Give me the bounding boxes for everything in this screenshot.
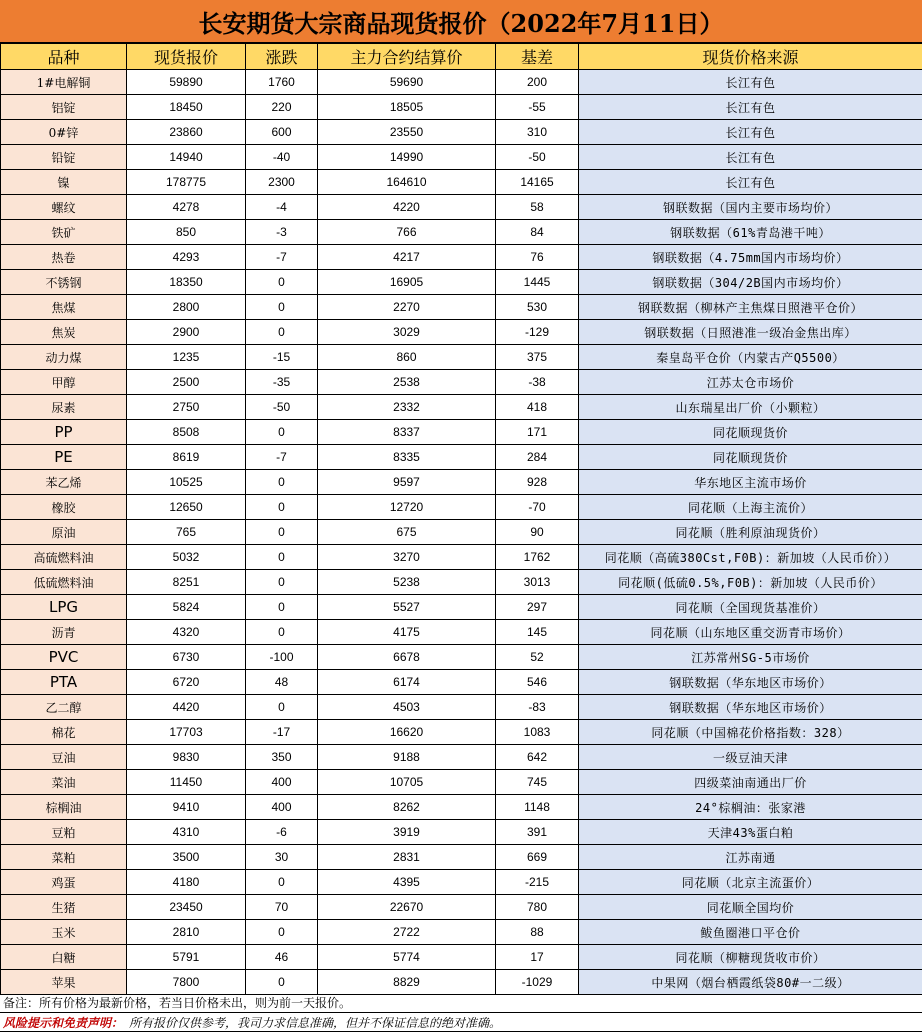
cell-basis: 1762: [496, 545, 579, 570]
cell-settle-price: 23550: [318, 120, 496, 145]
cell-price-source: 山东瑞星出厂价（小颗粒）: [579, 395, 922, 420]
cell-change: -17: [246, 720, 318, 745]
cell-settle-price: 9188: [318, 745, 496, 770]
cell-variety: 镍: [1, 170, 127, 195]
cell-price-source: 四级菜油南通出厂价: [579, 770, 922, 795]
cell-price-source: 一级豆油天津: [579, 745, 922, 770]
cell-variety: 豆粕: [1, 820, 127, 845]
cell-variety: 橡胶: [1, 495, 127, 520]
cell-spot-price: 2900: [127, 320, 246, 345]
cell-variety: 菜粕: [1, 845, 127, 870]
cell-settle-price: 18505: [318, 95, 496, 120]
cell-variety: 螺纹: [1, 195, 127, 220]
cell-basis: 17: [496, 945, 579, 970]
cell-change: 0: [246, 545, 318, 570]
cell-change: -4: [246, 195, 318, 220]
cell-change: -7: [246, 445, 318, 470]
cell-settle-price: 4395: [318, 870, 496, 895]
cell-settle-price: 4503: [318, 695, 496, 720]
cell-price-source: 同花顺(低硫0.5%,F0B)：新加坡（人民币价）: [579, 570, 922, 595]
cell-price-source: 天津43%蛋白粕: [579, 820, 922, 845]
cell-settle-price: 3029: [318, 320, 496, 345]
table-row: [1, 70, 922, 95]
cell-change: -3: [246, 220, 318, 245]
cell-price-source: 长江有色: [579, 170, 922, 195]
cell-settle-price: 5238: [318, 570, 496, 595]
cell-price-source: 钢联数据（304/2B国内市场均价）: [579, 270, 922, 295]
table-row: [1, 970, 922, 995]
cell-variety: 甲醇: [1, 370, 127, 395]
cell-settle-price: 8335: [318, 445, 496, 470]
cell-basis: 90: [496, 520, 579, 545]
header-price-source: 现货价格来源: [579, 44, 922, 70]
cell-settle-price: 3270: [318, 545, 496, 570]
cell-spot-price: 23860: [127, 120, 246, 145]
cell-change: 0: [246, 495, 318, 520]
cell-basis: -50: [496, 145, 579, 170]
cell-change: 0: [246, 620, 318, 645]
cell-change: 0: [246, 970, 318, 995]
cell-basis: 780: [496, 895, 579, 920]
cell-price-source: 钢联数据（华东地区市场价）: [579, 695, 922, 720]
cell-variety: 玉米: [1, 920, 127, 945]
table-row: [1, 520, 922, 545]
table-row: [1, 145, 922, 170]
header-basis: 基差: [496, 44, 579, 70]
cell-settle-price: 4175: [318, 620, 496, 645]
table-row: [1, 745, 922, 770]
table-row: [1, 370, 922, 395]
cell-basis: 310: [496, 120, 579, 145]
cell-basis: -55: [496, 95, 579, 120]
cell-settle-price: 22670: [318, 895, 496, 920]
cell-basis: -83: [496, 695, 579, 720]
table-row: [1, 420, 922, 445]
header-variety: 品种: [1, 44, 127, 70]
table-row: [1, 670, 922, 695]
table-row: [1, 345, 922, 370]
cell-variety: 焦炭: [1, 320, 127, 345]
cell-price-source: 鲅鱼圈港口平仓价: [579, 920, 922, 945]
cell-price-source: 钢联数据（华东地区市场价）: [579, 670, 922, 695]
table-row: [1, 645, 922, 670]
cell-variety: PE: [1, 445, 127, 470]
price-table: [0, 43, 922, 995]
cell-settle-price: 766: [318, 220, 496, 245]
cell-basis: 145: [496, 620, 579, 645]
cell-spot-price: 4420: [127, 695, 246, 720]
page-title: 长安期货大宗商品现货报价（2022年7月11日）: [0, 0, 922, 43]
cell-spot-price: 6730: [127, 645, 246, 670]
cell-price-source: 同花顺现货价: [579, 445, 922, 470]
cell-change: -7: [246, 245, 318, 270]
cell-settle-price: 14990: [318, 145, 496, 170]
cell-spot-price: 178775: [127, 170, 246, 195]
cell-basis: 284: [496, 445, 579, 470]
table-row: [1, 620, 922, 645]
table-row: [1, 595, 922, 620]
cell-spot-price: 8251: [127, 570, 246, 595]
cell-price-source: 钢联数据（国内主要市场均价）: [579, 195, 922, 220]
cell-price-source: 同花顺全国均价: [579, 895, 922, 920]
cell-variety: 苹果: [1, 970, 127, 995]
cell-price-source: 江苏太仓市场价: [579, 370, 922, 395]
cell-variety: 不锈钢: [1, 270, 127, 295]
cell-price-source: 钢联数据（4.75mm国内市场均价）: [579, 245, 922, 270]
cell-price-source: 同花顺（山东地区重交沥青市场价）: [579, 620, 922, 645]
risk-disclaimer: [0, 1013, 922, 1032]
cell-variety: 棉花: [1, 720, 127, 745]
cell-basis: -38: [496, 370, 579, 395]
risk-disclaimer-text: 所有报价仅供参考，我司力求信息准确，但并不保证信息的绝对准确。: [129, 1015, 502, 1030]
cell-basis: 3013: [496, 570, 579, 595]
header-spot-price: 现货报价: [127, 44, 246, 70]
cell-price-source: 长江有色: [579, 70, 922, 95]
cell-spot-price: 7800: [127, 970, 246, 995]
table-row: [1, 295, 922, 320]
cell-change: -15: [246, 345, 318, 370]
table-row: [1, 320, 922, 345]
cell-spot-price: 18450: [127, 95, 246, 120]
cell-variety: 高硫燃料油: [1, 545, 127, 570]
header-change: 涨跌: [246, 44, 318, 70]
cell-variety: 焦煤: [1, 295, 127, 320]
cell-variety: 豆油: [1, 745, 127, 770]
table-row: [1, 270, 922, 295]
table-row: [1, 945, 922, 970]
cell-change: -40: [246, 145, 318, 170]
cell-change: 46: [246, 945, 318, 970]
cell-settle-price: 4217: [318, 245, 496, 270]
cell-variety: 铁矿: [1, 220, 127, 245]
cell-variety: 棕榈油: [1, 795, 127, 820]
cell-change: 400: [246, 795, 318, 820]
cell-settle-price: 2270: [318, 295, 496, 320]
cell-settle-price: 3919: [318, 820, 496, 845]
cell-basis: 52: [496, 645, 579, 670]
cell-spot-price: 17703: [127, 720, 246, 745]
cell-variety: 苯乙烯: [1, 470, 127, 495]
cell-variety: 铅锭: [1, 145, 127, 170]
table-row: [1, 445, 922, 470]
cell-settle-price: 16620: [318, 720, 496, 745]
cell-settle-price: 59690: [318, 70, 496, 95]
cell-settle-price: 2831: [318, 845, 496, 870]
cell-spot-price: 6720: [127, 670, 246, 695]
cell-price-source: 中果网（烟台栖霞纸袋80#一二级）: [579, 970, 922, 995]
cell-variety: 铝锭: [1, 95, 127, 120]
cell-change: 0: [246, 420, 318, 445]
cell-variety: PTA: [1, 670, 127, 695]
cell-change: 0: [246, 270, 318, 295]
table-row: [1, 245, 922, 270]
table-row: [1, 395, 922, 420]
cell-spot-price: 4180: [127, 870, 246, 895]
cell-price-source: 长江有色: [579, 95, 922, 120]
cell-spot-price: 12650: [127, 495, 246, 520]
cell-basis: 1445: [496, 270, 579, 295]
cell-basis: 418: [496, 395, 579, 420]
cell-change: -35: [246, 370, 318, 395]
cell-change: -6: [246, 820, 318, 845]
cell-settle-price: 860: [318, 345, 496, 370]
cell-price-source: 华东地区主流市场价: [579, 470, 922, 495]
cell-basis: 745: [496, 770, 579, 795]
cell-settle-price: 5527: [318, 595, 496, 620]
cell-change: 48: [246, 670, 318, 695]
cell-price-source: 同花顺（胜利原油现货价）: [579, 520, 922, 545]
cell-spot-price: 8619: [127, 445, 246, 470]
cell-spot-price: 59890: [127, 70, 246, 95]
table-row: [1, 920, 922, 945]
cell-settle-price: 6174: [318, 670, 496, 695]
cell-variety: 尿素: [1, 395, 127, 420]
table-row: [1, 720, 922, 745]
cell-spot-price: 2810: [127, 920, 246, 945]
cell-basis: 375: [496, 345, 579, 370]
cell-spot-price: 765: [127, 520, 246, 545]
cell-basis: 200: [496, 70, 579, 95]
cell-change: 1760: [246, 70, 318, 95]
cell-change: 600: [246, 120, 318, 145]
table-row: [1, 495, 922, 520]
cell-spot-price: 1235: [127, 345, 246, 370]
table-row: [1, 545, 922, 570]
cell-change: 0: [246, 595, 318, 620]
cell-variety: 菜油: [1, 770, 127, 795]
cell-price-source: 同花顺（北京主流蛋价）: [579, 870, 922, 895]
cell-change: 0: [246, 470, 318, 495]
cell-spot-price: 850: [127, 220, 246, 245]
cell-basis: 546: [496, 670, 579, 695]
cell-spot-price: 2500: [127, 370, 246, 395]
cell-basis: 928: [496, 470, 579, 495]
cell-variety: 乙二醇: [1, 695, 127, 720]
cell-basis: -129: [496, 320, 579, 345]
cell-variety: PVC: [1, 645, 127, 670]
cell-basis: 84: [496, 220, 579, 245]
cell-price-source: 同花顺（上海主流价）: [579, 495, 922, 520]
cell-change: 0: [246, 870, 318, 895]
cell-price-source: 同花顺（中国棉花价格指数：328）: [579, 720, 922, 745]
cell-change: 350: [246, 745, 318, 770]
cell-variety: 白糖: [1, 945, 127, 970]
cell-spot-price: 8508: [127, 420, 246, 445]
table-row: [1, 845, 922, 870]
cell-settle-price: 2332: [318, 395, 496, 420]
cell-basis: 14165: [496, 170, 579, 195]
cell-price-source: 同花顺现货价: [579, 420, 922, 445]
cell-settle-price: 12720: [318, 495, 496, 520]
cell-settle-price: 8829: [318, 970, 496, 995]
table-row: [1, 95, 922, 120]
cell-basis: 1148: [496, 795, 579, 820]
cell-basis: 88: [496, 920, 579, 945]
cell-basis: 669: [496, 845, 579, 870]
cell-spot-price: 9830: [127, 745, 246, 770]
cell-price-source: 长江有色: [579, 145, 922, 170]
cell-variety: 生猪: [1, 895, 127, 920]
cell-spot-price: 4293: [127, 245, 246, 270]
cell-settle-price: 8337: [318, 420, 496, 445]
cell-spot-price: 18350: [127, 270, 246, 295]
cell-price-source: 长江有色: [579, 120, 922, 145]
cell-basis: 391: [496, 820, 579, 845]
table-row: [1, 120, 922, 145]
cell-price-source: 秦皇岛平仓价（内蒙古产Q5500）: [579, 345, 922, 370]
cell-price-source: 24°棕榈油：张家港: [579, 795, 922, 820]
cell-change: 70: [246, 895, 318, 920]
cell-settle-price: 675: [318, 520, 496, 545]
table-row: [1, 820, 922, 845]
cell-spot-price: 4320: [127, 620, 246, 645]
cell-settle-price: 2538: [318, 370, 496, 395]
cell-basis: 297: [496, 595, 579, 620]
cell-variety: 低硫燃料油: [1, 570, 127, 595]
cell-spot-price: 14940: [127, 145, 246, 170]
cell-spot-price: 5791: [127, 945, 246, 970]
cell-price-source: 江苏南通: [579, 845, 922, 870]
cell-basis: -215: [496, 870, 579, 895]
table-row: [1, 870, 922, 895]
cell-variety: 沥青: [1, 620, 127, 645]
table-body: [1, 70, 922, 995]
cell-change: 400: [246, 770, 318, 795]
cell-spot-price: 11450: [127, 770, 246, 795]
cell-change: 0: [246, 295, 318, 320]
table-row: [1, 695, 922, 720]
cell-spot-price: 4310: [127, 820, 246, 845]
cell-price-source: 同花顺（高硫380Cst,F0B)：新加坡（人民币价））: [579, 545, 922, 570]
cell-spot-price: 4278: [127, 195, 246, 220]
header-main-contract-settle: 主力合约结算价: [318, 44, 496, 70]
cell-price-source: 钢联数据（日照港准一级冶金焦出库）: [579, 320, 922, 345]
cell-spot-price: 2800: [127, 295, 246, 320]
cell-spot-price: 5824: [127, 595, 246, 620]
cell-price-source: 同花顺（柳糖现货收市价）: [579, 945, 922, 970]
cell-price-source: 同花顺（全国现货基准价）: [579, 595, 922, 620]
table-row: [1, 770, 922, 795]
cell-variety: 0#锌: [1, 120, 127, 145]
cell-variety: PP: [1, 420, 127, 445]
cell-variety: 动力煤: [1, 345, 127, 370]
cell-change: 0: [246, 320, 318, 345]
cell-spot-price: 3500: [127, 845, 246, 870]
cell-settle-price: 2722: [318, 920, 496, 945]
table-header-row: [1, 44, 922, 70]
table-row: [1, 195, 922, 220]
cell-variety: 原油: [1, 520, 127, 545]
cell-change: 0: [246, 570, 318, 595]
cell-basis: 642: [496, 745, 579, 770]
cell-variety: 1#电解铜: [1, 70, 127, 95]
cell-basis: 1083: [496, 720, 579, 745]
cell-change: 30: [246, 845, 318, 870]
cell-spot-price: 10525: [127, 470, 246, 495]
cell-settle-price: 164610: [318, 170, 496, 195]
cell-price-source: 江苏常州SG-5市场价: [579, 645, 922, 670]
cell-variety: 鸡蛋: [1, 870, 127, 895]
table-row: [1, 795, 922, 820]
cell-basis: 58: [496, 195, 579, 220]
cell-change: 0: [246, 695, 318, 720]
cell-settle-price: 16905: [318, 270, 496, 295]
cell-price-source: 钢联数据（柳林产主焦煤日照港平仓价）: [579, 295, 922, 320]
cell-change: -50: [246, 395, 318, 420]
cell-spot-price: 2750: [127, 395, 246, 420]
cell-change: 220: [246, 95, 318, 120]
cell-settle-price: 8262: [318, 795, 496, 820]
risk-disclaimer-label: 风险提示和免责声明：: [3, 1015, 124, 1030]
cell-basis: -1029: [496, 970, 579, 995]
table-row: [1, 570, 922, 595]
cell-change: 0: [246, 520, 318, 545]
cell-settle-price: 10705: [318, 770, 496, 795]
cell-variety: LPG: [1, 595, 127, 620]
cell-spot-price: 9410: [127, 795, 246, 820]
cell-price-source: 钢联数据（61%青岛港干吨）: [579, 220, 922, 245]
table-row: [1, 895, 922, 920]
cell-change: 2300: [246, 170, 318, 195]
cell-variety: 热卷: [1, 245, 127, 270]
cell-basis: -70: [496, 495, 579, 520]
cell-change: -100: [246, 645, 318, 670]
cell-settle-price: 4220: [318, 195, 496, 220]
cell-settle-price: 9597: [318, 470, 496, 495]
footer-note-text: 备注：所有价格为最新价格，若当日价格未出，则为前一天报价。: [3, 996, 352, 1010]
cell-change: 0: [246, 920, 318, 945]
cell-basis: 530: [496, 295, 579, 320]
cell-spot-price: 5032: [127, 545, 246, 570]
footer-note: [0, 993, 922, 1013]
cell-basis: 76: [496, 245, 579, 270]
cell-settle-price: 5774: [318, 945, 496, 970]
table-row: [1, 220, 922, 245]
cell-spot-price: 23450: [127, 895, 246, 920]
cell-settle-price: 6678: [318, 645, 496, 670]
table-row: [1, 470, 922, 495]
table-row: [1, 170, 922, 195]
cell-basis: 171: [496, 420, 579, 445]
